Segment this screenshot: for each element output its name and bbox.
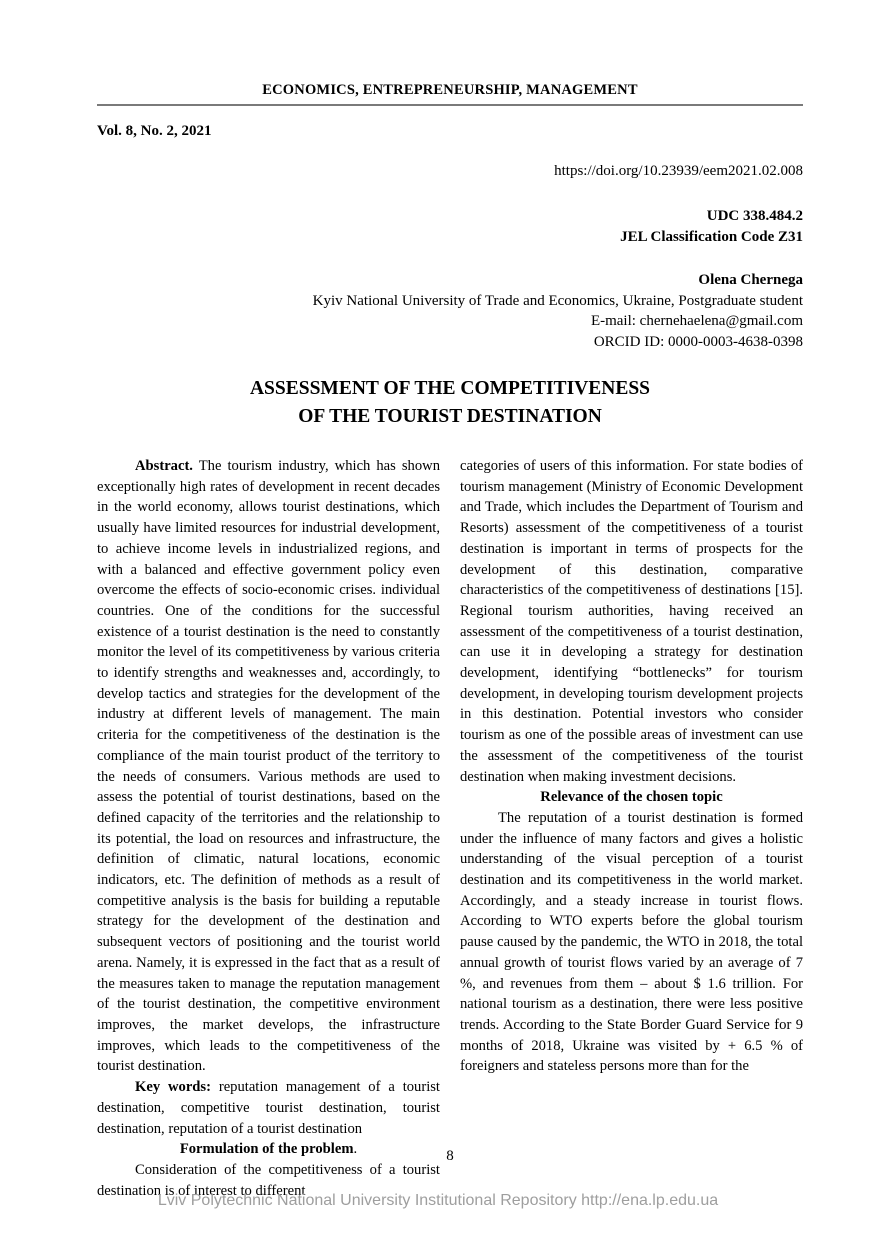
author-block	[97, 270, 803, 352]
page-number: 8	[446, 1148, 454, 1164]
repository-footer: Lviv Polytechnic National University Institutional Repository http://ena.lp.edu.ua	[157, 1192, 719, 1209]
author-orcid: ORCID ID: 0000-0003-4638-0398	[593, 333, 803, 350]
keywords-label: Key words:	[135, 1079, 211, 1096]
volume-label: Vol. 8, No. 2, 2021	[97, 123, 212, 139]
keywords-text: reputation management of a tourist destination, competitive tourist destination, tourist destination, reputation of a tourist destination	[97, 1079, 440, 1137]
udc-text: UDC 338.484.2	[706, 208, 803, 224]
keywords-paragraph	[97, 1077, 440, 1139]
jel-text: JEL Classification Code Z31	[620, 229, 803, 245]
page-content	[97, 0, 803, 1201]
formulation-paragraph-right: categories of users of this information. For state bodies of tourism management (Ministry of Economic Development and Trade, which includes the Department of Tourism and Resorts) assessment of the competitiveness of a tourist destination is important in terms of prospects for the development of this destination, comparative characteristics of the competitiveness of destinations [15]. Regional tourism authorities, having received an assessment of the competitiveness of a tourist destination, can use it in developing a strategy for destination development, identifying “bottlenecks” for tourism development, in developing tourism development projects in this destination. Potential investors who consider tourism as one of the possible areas of investment can use the assessment of the competitiveness of the tourist destination when making investment decisions.	[460, 458, 803, 785]
two-column-body	[97, 456, 803, 1201]
classification-block	[97, 206, 803, 248]
article-title	[97, 375, 803, 431]
section-heading-formulation-text: Formulation of the problem	[179, 1141, 354, 1158]
doi-text: https://doi.org/10.23939/eem2021.02.008	[554, 163, 803, 179]
abstract-paragraph	[97, 456, 440, 1077]
journal-header: ECONOMICS, ENTREPRENEURSHIP, MANAGEMENT	[97, 82, 803, 106]
column-left	[97, 456, 440, 1201]
column-right	[460, 456, 803, 1201]
section-heading-relevance: Relevance of the chosen topic	[540, 789, 723, 806]
author-email: E-mail: chernehaelena@gmail.com	[590, 313, 803, 329]
section-heading-formulation-period: .	[353, 1141, 358, 1158]
formulation-paragraph-left: Consideration of the competitiveness of a tourist destination is of interest to different	[97, 1161, 440, 1199]
relevance-paragraph: The reputation of a tourist destination is formed under the influence of many factors and gives a holistic understanding of the visual perception of a tourist destination and its competitiveness in the world market. Accordingly, and a steady increase in tourist flows. According to WTO experts before the global tourism pause caused by the pandemic, the WTO in 2018, the total annual growth of tourist flows varied by an average of 7 %, and revenues from them – about $ 1.6 trillion. For national tourism as a destination, there were less positive trends. According to the State Border Guard Service for 9 months of 2018, Ukraine was visited by + 6.5 % of foreigners and stateless persons more than for the	[460, 809, 803, 1075]
author-affiliation: Kyiv National University of Trade and Economics, Ukraine, Postgraduate student	[312, 292, 803, 309]
article-title-line2: OF THE TOURIST DESTINATION	[298, 406, 602, 427]
article-title-line1: ASSESSMENT OF THE COMPETITIVENESS	[249, 378, 651, 399]
author-name: Olena Chernega	[698, 272, 803, 288]
abstract-label: Abstract.	[135, 458, 193, 474]
abstract-text: The tourism industry, which has shown exceptionally high rates of development in recent decades in the world economy, allows tourist destinations, which usually have limited resources for industrial development, to achieve income levels in industrialized regions, and with a balanced and effective government policy even overcome the effects of socio-economic crises. individual countries. One of the conditions for the successful existence of a tourist destination is the need to constantly monitor the level of its competitiveness by various criteria to identify strengths and weaknesses and, accordingly, to develop tactics and strategies for the development of the industry at different levels of management. The main criteria for the competitiveness of the destination is the compliance of the main tourist product of the territory to the needs of consumers. Various methods are used to assess the potential of tourist destinations, based on the defined capacity of the territories and the relationship to its potential, the load on resources and infrastructure, the definition of climatic, natural locations, economic indicators, etc. The definition of methods as a result of competitive analysis is the basis for building a reputable strategy for the development of the destination and subsequent vectors of positioning and the tourist world arena. Namely, it is expressed in the fact that as a result of the measures taken to manage the reputation management of the tourist destination, the competitive environment improves, the market develops, the infrastructure improves, which leads to the competitiveness of the tourist destination.	[97, 458, 440, 1075]
